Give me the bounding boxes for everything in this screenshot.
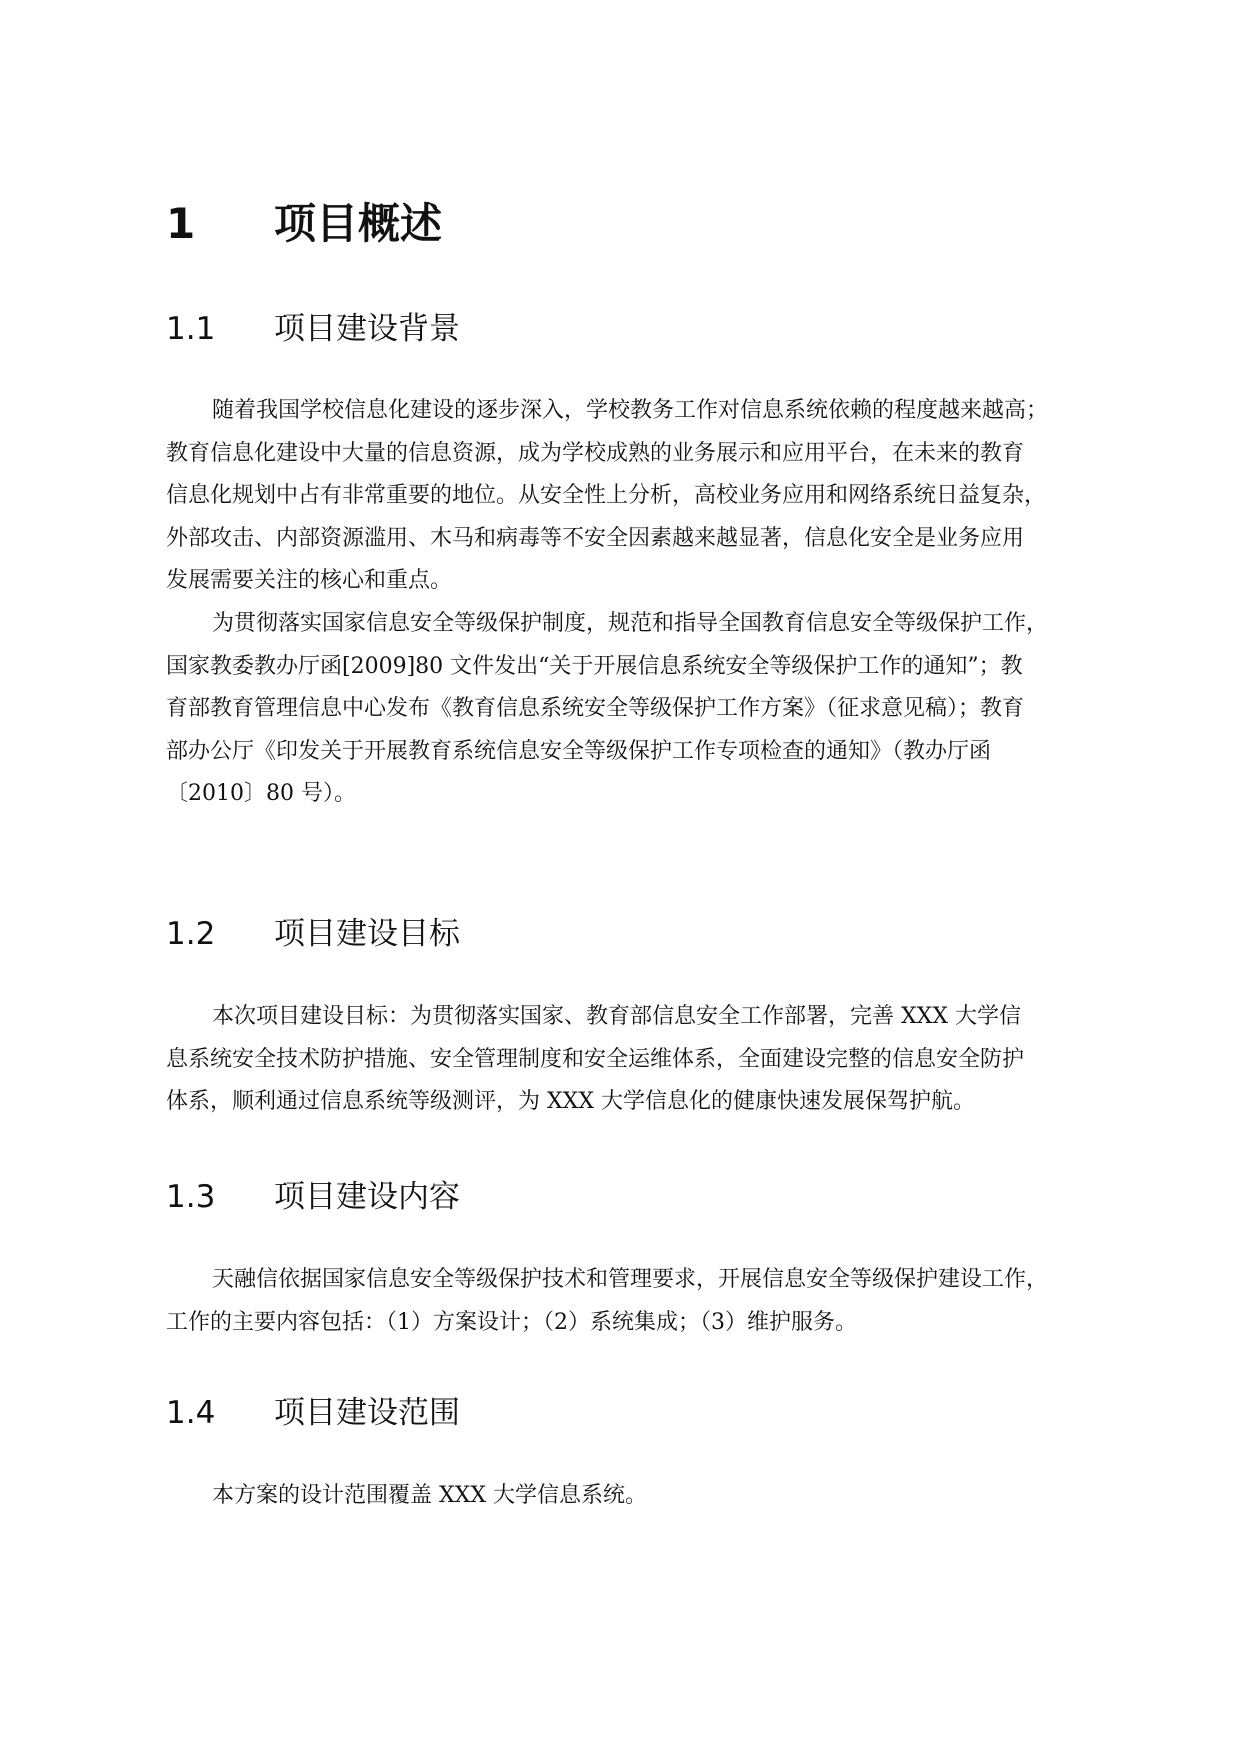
section-title: 项目建设目标 [274,916,460,952]
text-line: 〔2010〕80 号）。 [166,781,356,806]
section-number: 1.3 [166,1179,216,1215]
text-line: 外部攻击、内部资源滥用、木马和病毒等不安全因素越来越显著，信息化安全是业务应用 [166,525,1025,551]
section-number: 1.2 [166,916,216,952]
text-line: 体系，顺利通过信息系统等级测评，为 XXX 大学信息化的健康快速发展保驾护航。 [166,1089,975,1114]
text-line: 息系统安全技术防护措施、安全管理制度和安全运维体系，全面建设完整的信息安全防护 [166,1046,1025,1072]
text-line: 育部教育管理信息中心发布《教育信息系统安全等级保护工作方案》（征求意见稿）；教育 [166,696,1025,721]
section-heading-1-2 [166,912,460,956]
paragraph-scope [166,1475,1166,1518]
section-number: 1.1 [166,311,216,347]
paragraph-background-1 [166,390,1166,603]
text-line: 为贯彻落实国家信息安全等级保护制度，规范和指导全国教育信息安全等级保护工作， [212,611,1049,636]
section-heading-1-4 [166,1391,460,1435]
section-title: 项目建设内容 [274,1179,460,1215]
text-line: 本次项目建设目标：为贯彻落实国家、教育部信息安全工作部署，完善 XXX 大学信 [212,1004,1021,1029]
paragraph-content [166,1259,1166,1344]
text-line: 随着我国学校信息化建设的逐步深入，学校教务工作对信息系统依赖的程度越来越高； [212,398,1049,423]
text-line: 天融信依据国家信息安全等级保护技术和管理要求，开展信息安全等级保护建设工作， [212,1267,1049,1292]
chapter-heading [166,196,442,252]
paragraph-goal [166,996,1166,1124]
text-line: 国家教委教办厅函[2009]80 文件发出“关于开展信息系统安全等级保护工作的通知”；教 [166,653,1023,679]
text-line: 部办公厅《印发关于开展教育系统信息安全等级保护工作专项检查的通知》（教办厅函 [166,738,992,764]
chapter-title: 项目概述 [274,199,443,248]
paragraph-background-2 [166,603,1166,816]
text-line: 本方案的设计范围覆盖 XXX 大学信息系统。 [212,1483,647,1508]
text-line: 信息化规划中占有非常重要的地位。从安全性上分析，高校业务应用和网络系统日益复杂， [166,483,1047,508]
section-title: 项目建设背景 [274,311,460,347]
section-heading-1-3 [166,1175,460,1219]
chapter-number: 1 [166,199,196,248]
text-line: 工作的主要内容包括：（1）方案设计；（2）系统集成；（3）维护服务。 [166,1309,857,1335]
text-line: 发展需要关注的核心和重点。 [166,568,453,593]
section-title: 项目建设范围 [274,1395,460,1431]
text-line: 教育信息化建设中大量的信息资源，成为学校成熟的业务展示和应用平台，在未来的教育 [166,440,1025,466]
section-number: 1.4 [166,1395,216,1431]
section-heading-1-1 [166,307,460,351]
